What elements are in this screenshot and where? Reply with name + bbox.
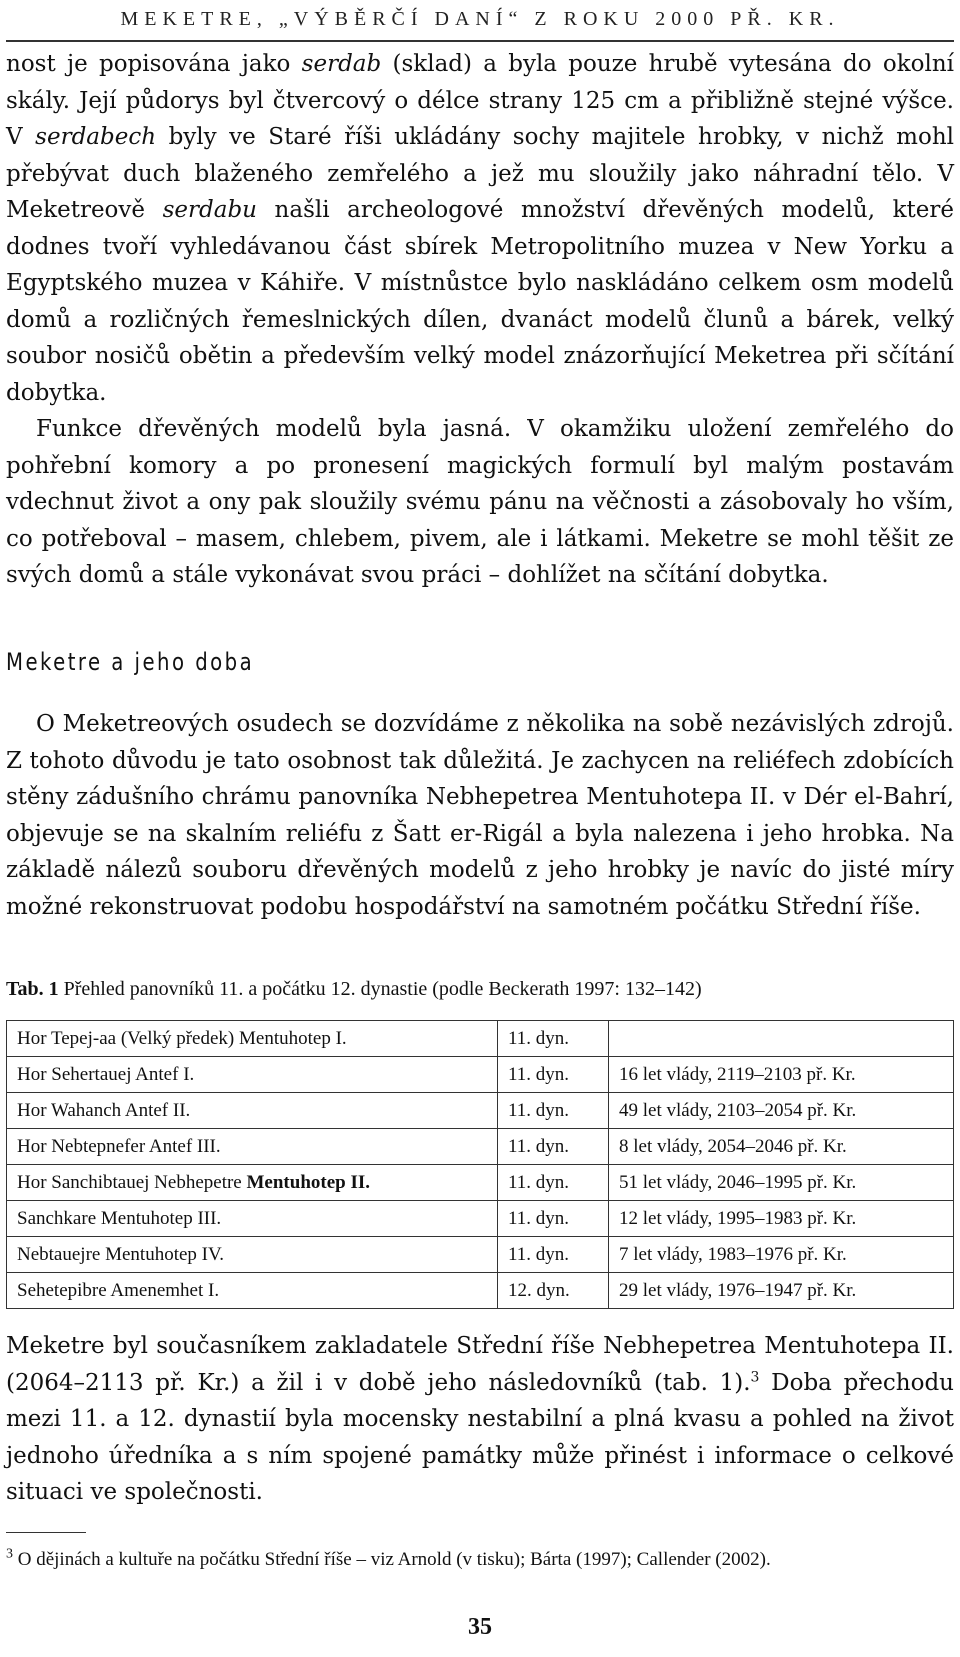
- table-row: [7, 1093, 954, 1129]
- dynasty-cell: 12. dyn.: [498, 1273, 609, 1309]
- table-row: [7, 1237, 954, 1273]
- reign-cell: 7 let vlády, 1983–1976 př. Kr.: [609, 1237, 954, 1273]
- dynasty-cell: 11. dyn.: [498, 1129, 609, 1165]
- footnote: [6, 1544, 954, 1575]
- intro-paragraph-2: Funkce dřevěných modelů byla jasná. V okamžiku uložení zemřelého do pohřební komory a po pronesení magických formulí byl malým postavám vdechnut život a ony pak sloužily svému pánu na věčnosti a zásobovaly ho vším, co potřeboval – masem, chlebem, pivem, ale i látkami. Meketre se mohl těšit ze svých domů a stále vykonávat svou práci – dohlížet na sčítání dobytka.: [6, 416, 954, 588]
- italic-term: serdab: [301, 51, 382, 77]
- reign-cell: [609, 1021, 954, 1057]
- table-row: [7, 1201, 954, 1237]
- table-caption: [6, 978, 702, 1001]
- running-header: MEKETRE, „VÝBĚRČÍ DANÍ“ Z ROKU 2000 PŘ. KR.: [120, 8, 840, 30]
- reign-cell: 12 let vlády, 1995–1983 př. Kr.: [609, 1201, 954, 1237]
- dynasty-cell: 11. dyn.: [498, 1093, 609, 1129]
- ruler-name-cell: Nebtauejre Mentuhotep IV.: [7, 1237, 498, 1273]
- ruler-name-cell: Sehetepibre Amenemhet I.: [7, 1273, 498, 1309]
- section-text: [6, 706, 954, 925]
- header-rule: [6, 40, 954, 42]
- ruler-name-cell: Hor Tepej-aa (Velký předek) Mentuhotep I.: [7, 1021, 498, 1057]
- table-row: [7, 1165, 954, 1201]
- ruler-name-bold: Mentuhotep II.: [246, 1171, 371, 1193]
- footnote-rule: [6, 1532, 86, 1533]
- dynasty-cell: 11. dyn.: [498, 1237, 609, 1273]
- text-run: nost je popisována jako: [6, 51, 302, 77]
- reign-cell: 8 let vlády, 2054–2046 př. Kr.: [609, 1129, 954, 1165]
- text-run: (sklad) a byla pouze hrubě vytesána do okolní skály. Její půdorys byl čtvercový o délce strany 125 cm a přibližně stejné výšce. V: [6, 51, 955, 150]
- section-heading: Meketre a jeho doba: [6, 648, 255, 676]
- table-row: [7, 1057, 954, 1093]
- section-paragraph-1: O Meketreových osudech se dozvídáme z několika na sobě nezávislých zdrojů. Z tohoto důvodu je tato osobnost tak důležitá. Je zachycen na reliéfech zdobících stěny zádušního chrámu panovníka Nebhepetrea Mentuhotepa II. v Dér el-Bahrí, objevuje se na skalním reliéfu z Šatt er-Rigál a byla nalezena i jeho hrobka. Na základě nálezů souboru dřevěných modelů z jeho hrobky je navíc do jisté míry možné rekonstruovat podobu hospodářství na samotném počátku Střední říše.: [6, 711, 954, 920]
- table-row: [7, 1129, 954, 1165]
- dynasty-cell: 11. dyn.: [498, 1201, 609, 1237]
- footnote-reference: 3: [750, 1368, 760, 1385]
- italic-term: serdabech: [35, 124, 157, 150]
- ruler-name-cell: Hor Nebtepnefer Antef III.: [7, 1129, 498, 1165]
- closing-paragraph: [6, 1328, 954, 1511]
- ruler-name-cell: [7, 1165, 498, 1201]
- reign-cell: 49 let vlády, 2103–2054 př. Kr.: [609, 1093, 954, 1129]
- ruler-name-cell: Hor Wahanch Antef II.: [7, 1093, 498, 1129]
- reign-cell: 16 let vlády, 2119–2103 př. Kr.: [609, 1057, 954, 1093]
- table-caption-label: Tab. 1: [6, 978, 59, 1000]
- text-run: našli archeologové množství dřevěných modelů, které dodnes tvoří vyhledávanou část sbírek Metropolitního muzea v New Yorku a Egyptského muzea v Káhiře. V místnůstce bylo naskládáno celkem osm modelů domů a rozličných řemeslnických dílen, dvanáct modelů člunů a bárek, velký soubor nosičů obětin a především velký model znázorňující Meketrea při sčítání dobytka.: [6, 197, 954, 406]
- text-run: Doba přechodu mezi 11. a 12. dynastií byla mocensky nestabilní a plná kvasu a pohled na život jednoho úředníka a s ním spojené památky může přinést i informace o celkové situaci ve společnosti.: [6, 1369, 954, 1505]
- intro-text: [6, 46, 954, 594]
- table-caption-text: Přehled panovníků 11. a počátku 12. dynastie (podle Beckerath 1997: 132–142): [58, 978, 702, 1000]
- footnote-text: O dějinách a kultuře na počátku Střední říše – viz Arnold (v tisku); Bárta (1997); Callender (2002).: [13, 1549, 771, 1570]
- ruler-name-plain: Hor Sanchibtauej Nebhepetre: [17, 1171, 247, 1193]
- ruler-name-cell: Hor Sehertauej Antef I.: [7, 1057, 498, 1093]
- closing-text: [6, 1328, 954, 1511]
- dynasty-cell: 11. dyn.: [498, 1021, 609, 1057]
- table-row: [7, 1021, 954, 1057]
- text-run: byly ve Staré říši ukládány sochy majitele hrobky, v nichž mohl přebývat duch blaženého zemřelého a jež mu sloužily jako náhradní tělo. V Meketreově: [6, 124, 955, 223]
- rulers-table: [6, 1020, 954, 1309]
- reign-cell: 51 let vlády, 2046–1995 př. Kr.: [609, 1165, 954, 1201]
- intro-paragraph-1: [6, 46, 954, 411]
- text-run: Meketre byl současníkem zakladatele Střední říše Nebhepetrea Mentuhotepa II. (2064–2113 př. Kr.) a žil i v době jeho následovníků (tab. 1).: [6, 1333, 954, 1396]
- ruler-name-cell: Sanchkare Mentuhotep III.: [7, 1201, 498, 1237]
- page-number: 35: [468, 1614, 492, 1640]
- dynasty-cell: 11. dyn.: [498, 1165, 609, 1201]
- reign-cell: 29 let vlády, 1976–1947 př. Kr.: [609, 1273, 954, 1309]
- footnote-marker: 3: [6, 1546, 13, 1562]
- italic-term: serdabu: [162, 197, 257, 223]
- table-row: [7, 1273, 954, 1309]
- dynasty-cell: 11. dyn.: [498, 1057, 609, 1093]
